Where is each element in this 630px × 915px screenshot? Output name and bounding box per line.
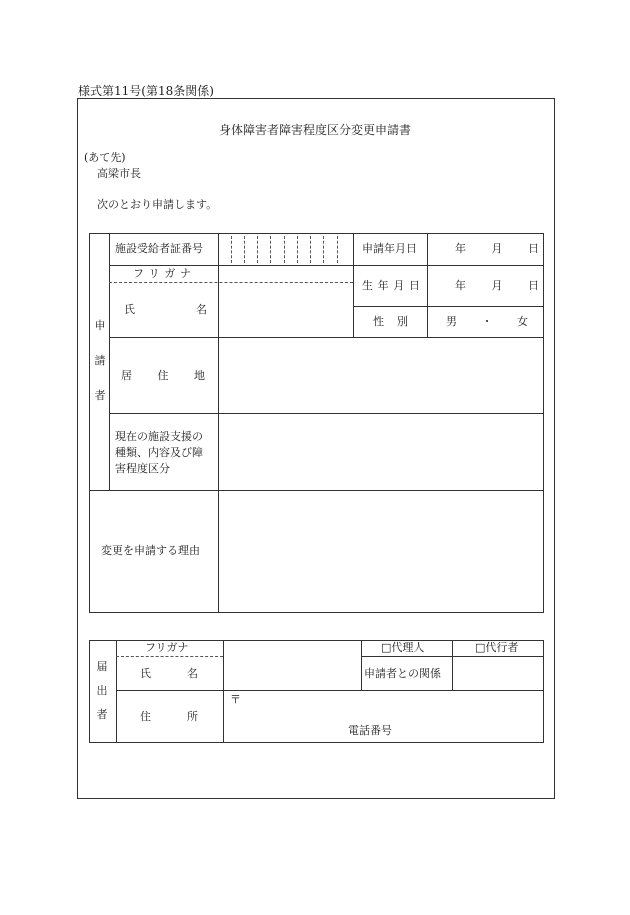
notifier-address-label: 住 所 [140, 710, 198, 723]
name-field[interactable] [220, 284, 351, 335]
residence-field[interactable] [220, 339, 541, 411]
application-date-label: 申請年月日 [362, 242, 417, 255]
notifier-address-field[interactable] [245, 692, 541, 712]
reason-field[interactable] [220, 492, 541, 610]
birth-date-label: 生 年 月 日 [362, 279, 420, 292]
form-title: 身体障害者障害程度区分変更申請書 [218, 123, 411, 137]
notifier-furigana-label: フリガナ [145, 641, 189, 654]
name-label: 氏 名 [124, 303, 207, 316]
furigana-field[interactable] [220, 267, 351, 281]
certificate-number-label: 施設受給者証番号 [115, 242, 203, 255]
certificate-number-field[interactable] [220, 235, 351, 264]
sex-label: 性 別 [373, 315, 408, 328]
agent-checkbox[interactable]: □代理人 [381, 641, 425, 654]
current-service-label: 現在の施設支援の 種類、内容及び障 害程度区分 [115, 430, 203, 475]
form-number: 様式第11号(第18条関係) [78, 84, 214, 98]
sex-options[interactable]: 男 ・ 女 [446, 315, 528, 328]
phone-label: 電話番号 [348, 724, 392, 737]
current-service-field[interactable] [220, 415, 541, 488]
addressee-label: (あて先) [84, 151, 126, 164]
birth-date-field[interactable]: 年 月 日 [455, 279, 539, 292]
relation-label: 申請者との関係 [364, 667, 441, 680]
intro-text: 次のとおり申請します。 [97, 198, 218, 211]
furigana-label: フ リ ガ ナ [133, 267, 191, 280]
reason-label: 変更を申請する理由 [101, 544, 200, 557]
proxy-checkbox[interactable]: □代行者 [475, 641, 519, 654]
relation-field[interactable] [454, 658, 541, 688]
residence-label: 居 住 地 [121, 369, 205, 382]
notifier-name-label: 氏 名 [140, 667, 198, 680]
notifier-side-label: 届 出 者 [96, 660, 108, 721]
application-date-field[interactable]: 年 月 日 [455, 242, 539, 255]
notifier-name-field[interactable] [225, 658, 359, 688]
phone-field[interactable] [400, 720, 540, 740]
notifier-furigana-field[interactable] [225, 642, 359, 655]
applicant-side-label: 申 請 者 [94, 319, 106, 402]
addressee-name: 高梁市長 [97, 167, 141, 180]
postal-mark: 〒 [230, 693, 241, 706]
